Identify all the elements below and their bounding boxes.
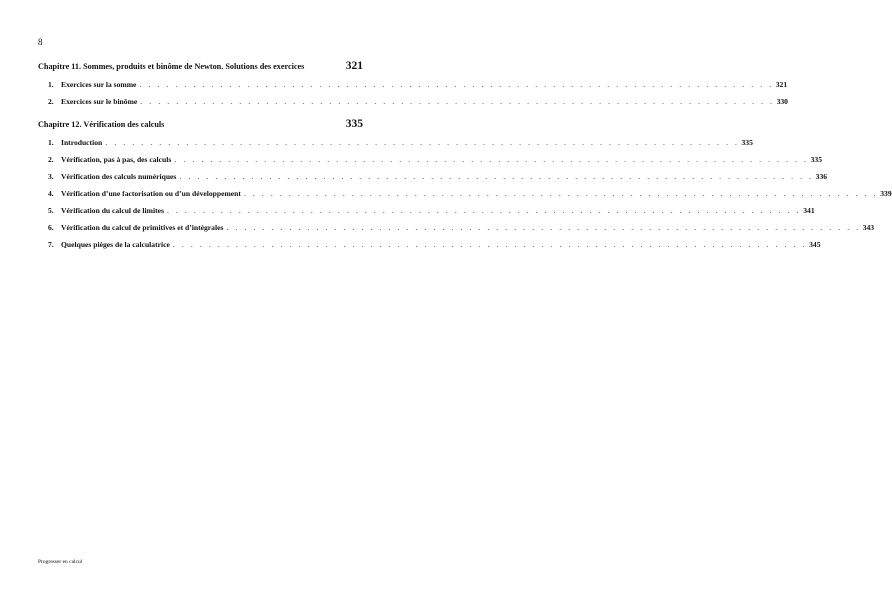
chapter-title: Chapitre 12. Vérification des calculs [38, 120, 165, 129]
entry-title: Vérification du calcul de primitives et d’intégrales [61, 223, 224, 232]
entry-page: 343 [862, 223, 875, 232]
chapter-page: 321 [345, 60, 363, 72]
toc-entry[interactable] [48, 240, 821, 249]
entry-title: Vérification du calcul de limites [61, 206, 164, 215]
chapter-title: Chapitre 11. Sommes, produits et binôme de Newton. Solutions des exercices [38, 62, 305, 71]
entry-number: 2. [48, 155, 54, 164]
entry-number: 6. [48, 223, 54, 232]
entry-title: Introduction [61, 138, 103, 147]
dot-leader: . . . . . . . . . . . . . . . . . . . . . . . . . . . . . . . . . . . . . . . . . . . . . . . . . . . . . . . . . . . . . . . . . . . . . . . [139, 80, 774, 89]
entry-number: 7. [48, 240, 54, 249]
entry-page: 330 [776, 97, 788, 106]
entry-title: Vérification des calculs numériques [61, 172, 177, 181]
page-number: 8 [38, 37, 43, 47]
toc-entry[interactable] [48, 206, 815, 215]
toc-entry[interactable] [48, 189, 892, 198]
entry-page: 336 [815, 172, 828, 181]
entry-number: 2. [48, 97, 54, 106]
entry-title: Vérification, pas à pas, des calculs [61, 155, 172, 164]
entry-title: Quelques pièges de la calculatrice [61, 240, 170, 249]
entry-page: 321 [775, 80, 788, 89]
chapter-heading[interactable] [38, 60, 363, 72]
dot-leader: . . . . . . . . . . . . . . . . . . . . . . . . . . . . . . . . . . . . . . . . . . . . . . . . . . . . . . . . . . . . . . . . . . . . . . . [105, 138, 740, 147]
chapter-heading[interactable] [38, 118, 363, 130]
chapter-page: 335 [345, 118, 363, 130]
toc-entry[interactable] [48, 80, 788, 89]
toc-entry[interactable] [48, 172, 828, 181]
dot-leader: . . . . . . . . . . . . . . . . . . . . . . . . . . . . . . . . . . . . . . . . . . . . . . . . . . . . . . . . . . . . . . . . . . . . . . . [140, 97, 775, 106]
toc-entry[interactable] [48, 97, 788, 106]
entry-number: 1. [48, 80, 54, 89]
toc-entry[interactable] [48, 155, 822, 164]
entry-page: 335 [741, 138, 753, 147]
chapter-12-block [38, 118, 892, 249]
entry-page: 345 [809, 240, 821, 249]
entry-number: 1. [48, 138, 54, 147]
entry-title: Exercices sur la somme [61, 80, 137, 89]
entry-page: 341 [803, 206, 815, 215]
toc-entry[interactable] [48, 223, 875, 232]
entry-number: 4. [48, 189, 54, 198]
dot-leader: . . . . . . . . . . . . . . . . . . . . . . . . . . . . . . . . . . . . . . . . . . . . . . . . . . . . . . . . . . . . . . . . . . . . . . . [179, 172, 814, 181]
entry-page: 339 [880, 189, 892, 198]
dot-leader: . . . . . . . . . . . . . . . . . . . . . . . . . . . . . . . . . . . . . . . . . . . . . . . . . . . . . . . . . . . . . . . . . . . . . . . [166, 206, 802, 215]
toc-entry[interactable] [48, 138, 753, 147]
dot-leader: . . . . . . . . . . . . . . . . . . . . . . . . . . . . . . . . . . . . . . . . . . . . . . . . . . . . . . . . . . . . . . . . . . . . . . . [172, 240, 808, 249]
entry-number: 5. [48, 206, 54, 215]
entry-number: 3. [48, 172, 54, 181]
dot-leader: . . . . . . . . . . . . . . . . . . . . . . . . . . . . . . . . . . . . . . . . . . . . . . . . . . . . . . . . . . . . . . . . . . . . . . . [243, 189, 879, 198]
running-footer: Progresser en calcul [38, 559, 83, 565]
dot-leader: . . . . . . . . . . . . . . . . . . . . . . . . . . . . . . . . . . . . . . . . . . . . . . . . . . . . . . . . . . . . . . . . . . . . . . . [226, 223, 861, 232]
entry-title: Exercices sur le binôme [61, 97, 138, 106]
table-of-contents [38, 60, 892, 261]
entry-title: Vérification d’une factorisation ou d’un développement [61, 189, 241, 198]
dot-leader: . . . . . . . . . . . . . . . . . . . . . . . . . . . . . . . . . . . . . . . . . . . . . . . . . . . . . . . . . . . . . . . . . . . . . . . [174, 155, 809, 164]
entry-page: 335 [810, 155, 822, 164]
chapter-11-block [38, 60, 788, 106]
